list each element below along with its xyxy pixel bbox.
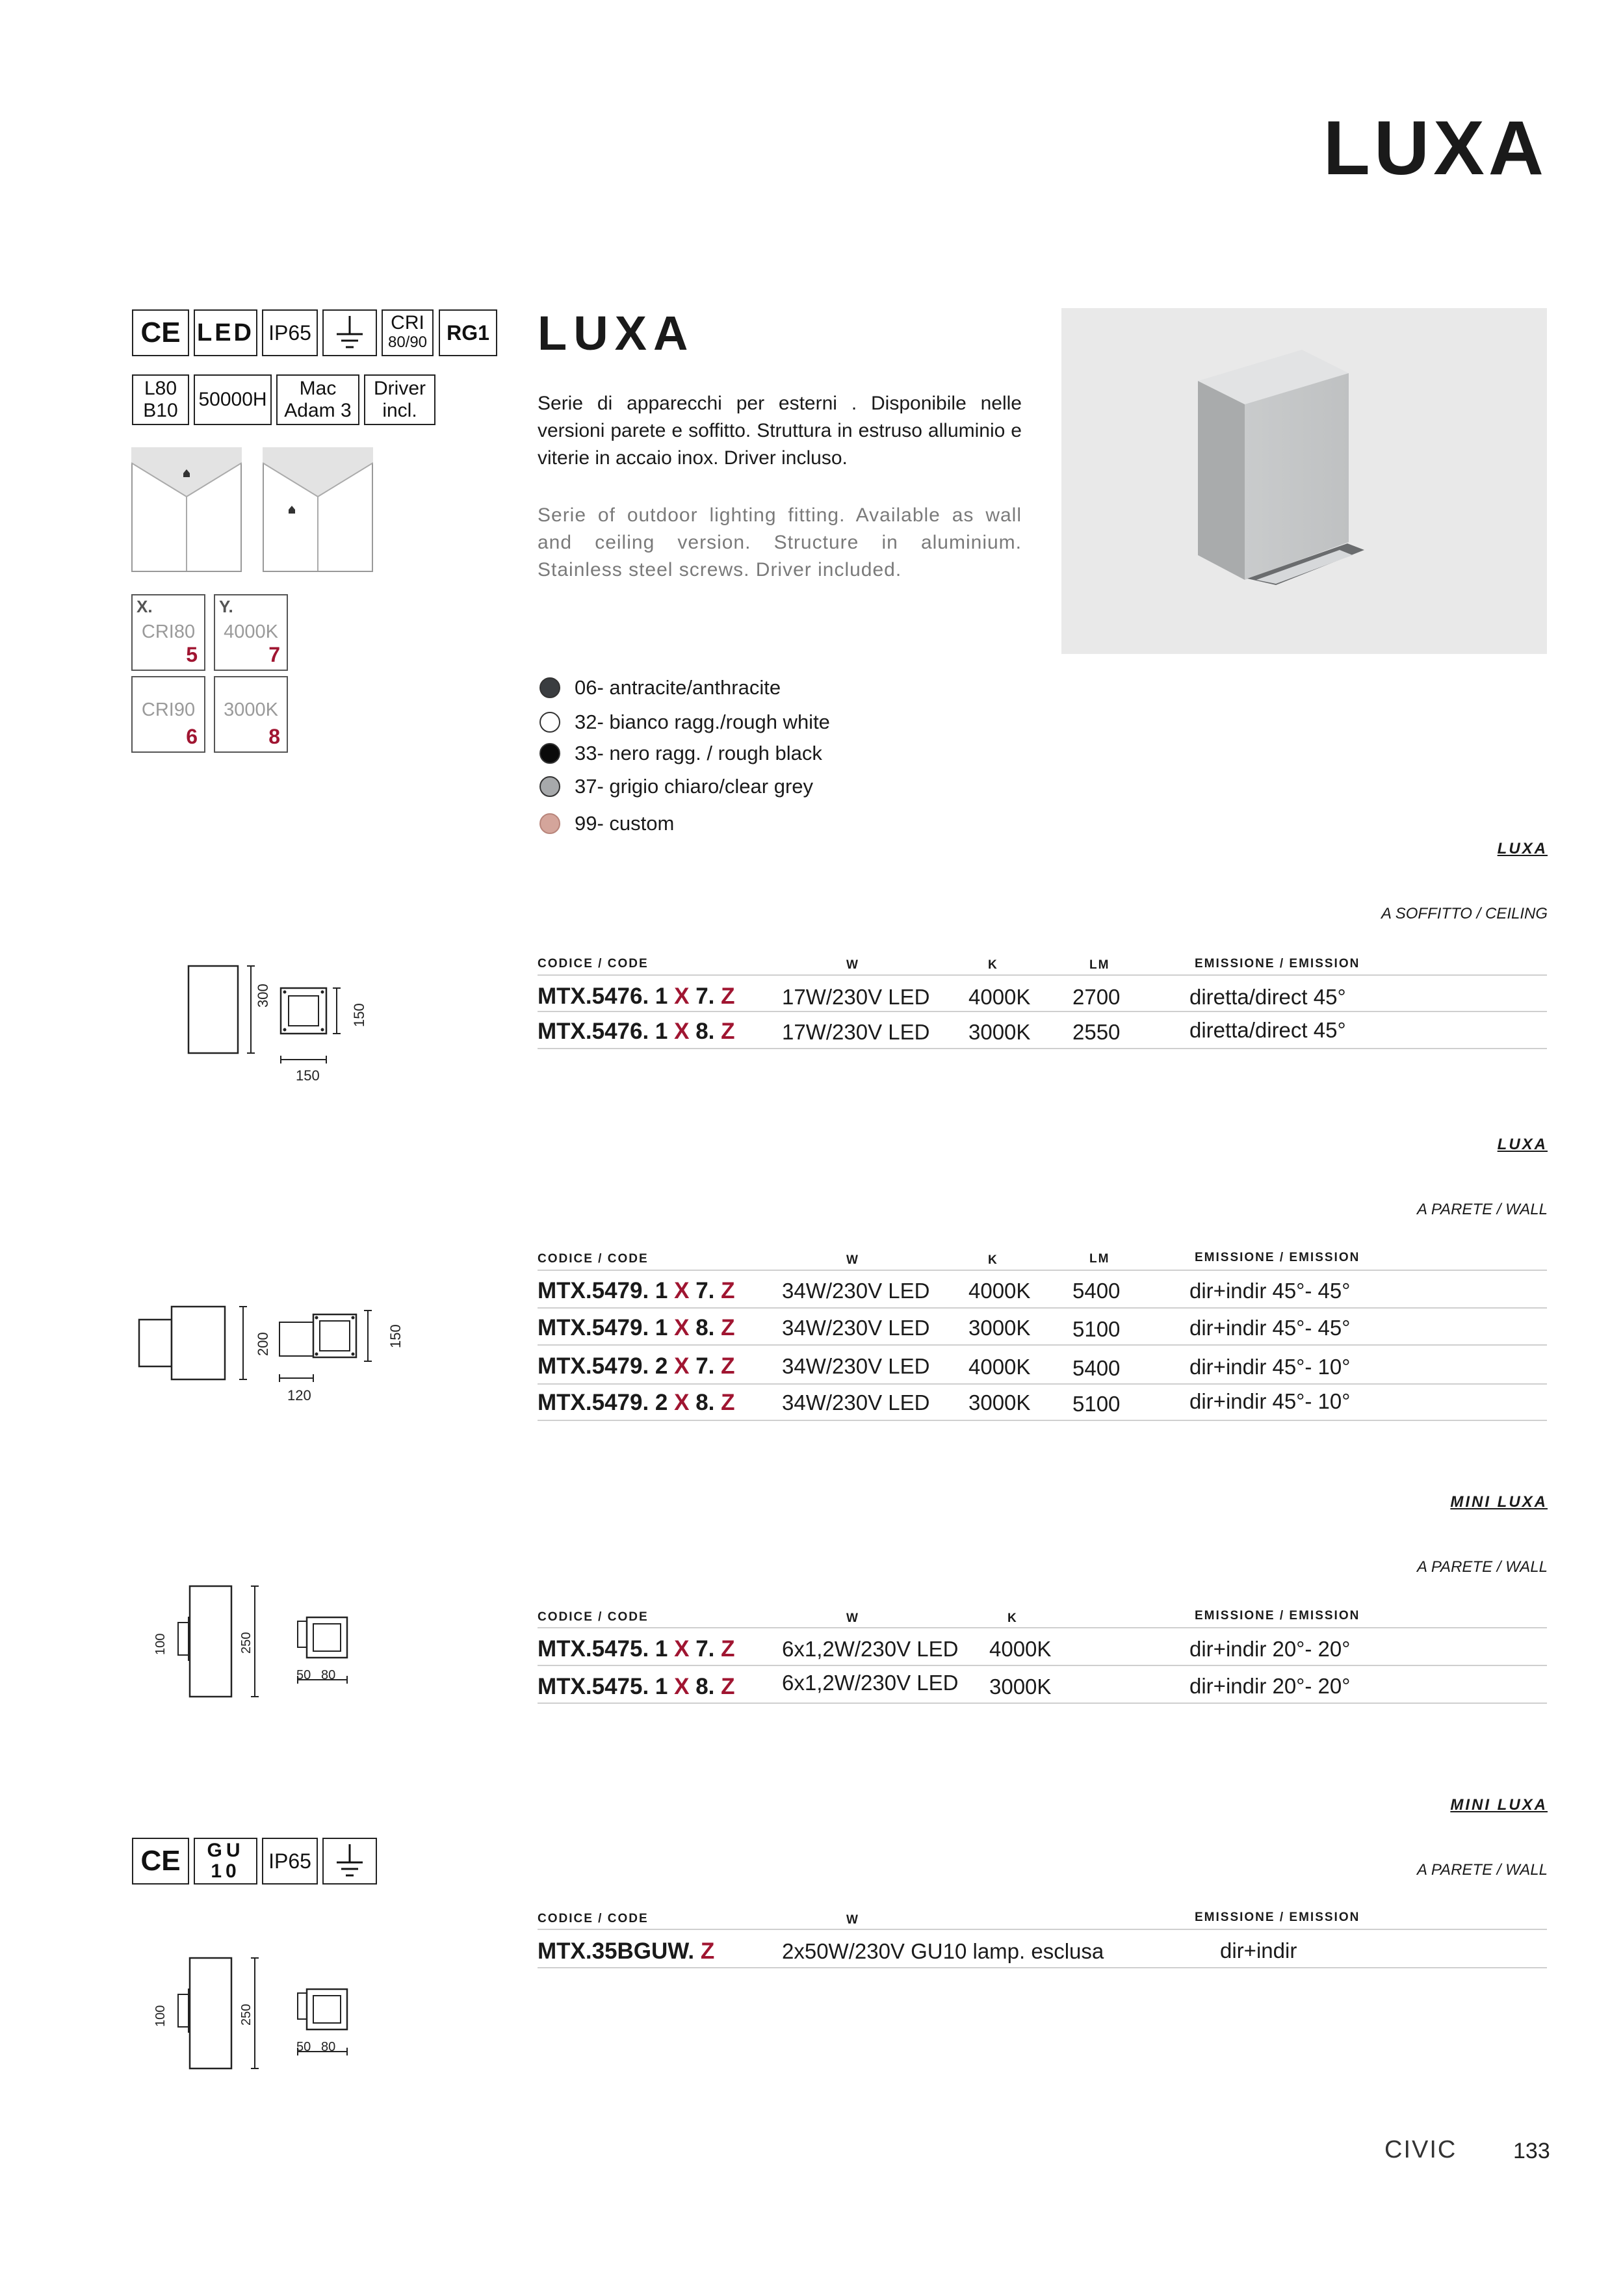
table-cell-w: 34W/230V LED [782,1390,930,1415]
section-4-header-code: CODICE / CODE [538,1912,649,1925]
divider [538,1929,1547,1930]
swatch-custom [539,813,560,834]
swatch-anthracite [539,677,560,698]
dimension-drawing-mini [153,1581,374,1701]
swatch-rough-white [539,712,560,733]
table-row-code: MTX.5479. 1 X 7. Z [538,1278,735,1303]
section-3-header-code: CODICE / CODE [538,1610,649,1624]
option-3000k: 3000K 8 [214,676,288,753]
table-cell-lm: 2550 [1072,1020,1121,1044]
table-row-code: MTX.5476. 1 X 7. Z [538,984,735,1009]
table-cell-w: 17W/230V LED [782,1020,930,1044]
table-cell-k: 4000K [968,1355,1031,1379]
table-cell-k: 3000K [968,1316,1031,1340]
dim-label: 100 [153,2005,168,2027]
section-2-name: LUXA [1497,1136,1548,1153]
divider [538,1665,1547,1666]
divider [538,974,1547,976]
table-row-code: MTX.5479. 2 X 7. Z [538,1353,735,1379]
color-option-anthracite: 06- antracite/anthracite [539,676,781,699]
dim-label: 100 [153,1633,168,1655]
ce-mark: CE [132,309,189,356]
section-4-mount: A PARETE / WALL [1417,1861,1548,1879]
section-4-header-emission: EMISSIONE / EMISSION [1195,1911,1360,1924]
table-cell-emission: diretta/direct 45° [1189,985,1346,1009]
dim-label: 150 [351,1003,367,1027]
dimension-drawing-gu10 [153,1953,374,2073]
driver-badge: Driver incl. [364,374,435,425]
table-cell-k: 4000K [989,1637,1052,1661]
dimension-drawing-ceiling [186,962,368,1095]
gu10-badge: GU 10 [194,1838,257,1885]
table-cell-k: 4000K [968,1279,1031,1303]
option-4000k: Y. 4000K 7 [214,594,288,671]
table-cell-k: 3000K [968,1390,1031,1415]
dim-label: 250 [239,1632,253,1654]
table-cell-lm: 5100 [1072,1392,1121,1416]
product-title: LUXA [538,306,695,360]
section-2-header-k: K [988,1253,998,1267]
swatch-rough-black [539,743,560,764]
led-badge: LED [194,309,257,356]
table-cell-lm: 2700 [1072,985,1121,1009]
table-cell-emission: dir+indir 20°- 20° [1189,1674,1351,1698]
table-cell-k: 3000K [989,1675,1052,1699]
page-title: LUXA [1323,105,1548,191]
dim-label: 150 [296,1067,320,1084]
color-option-rough-white: 32- bianco ragg./rough white [539,711,830,734]
divider [538,1344,1547,1346]
table-cell-emission: dir+indir 45°- 45° [1189,1316,1351,1340]
table-cell-emission: diretta/direct 45° [1189,1018,1346,1042]
macadam-badge: Mac Adam 3 [276,374,359,425]
divider [538,1270,1547,1271]
divider [538,1702,1547,1704]
table-cell-w: 34W/230V LED [782,1316,930,1340]
color-option-clear-grey: 37- grigio chiaro/clear grey [539,775,813,798]
table-row-code: MTX.5475. 1 X 7. Z [538,1636,735,1662]
brand-logo: CIVIC [1384,2136,1457,2163]
color-option-custom: 99- custom [539,812,674,835]
section-3-header-emission: EMISSIONE / EMISSION [1195,1609,1360,1623]
table-cell-k: 3000K [968,1020,1031,1044]
divider [538,1420,1547,1421]
table-cell-k: 4000K [968,985,1031,1009]
dim-label: 250 [239,2003,253,2026]
ceiling-distribution-diagram [131,447,242,575]
table-cell-w: 17W/230V LED [782,985,930,1009]
divider [538,1048,1547,1049]
divider [538,1383,1547,1385]
table-cell-w: 2x50W/230V GU10 lamp. esclusa [782,1939,1104,1963]
divider [538,1307,1547,1309]
page-number: 133 [1513,2139,1550,2163]
ip65-badge: IP65 [262,309,318,356]
dim-label: 150 [387,1324,404,1348]
l80-b10-badge: L80 B10 [132,374,189,425]
table-cell-lm: 5400 [1072,1356,1121,1380]
section-3-header-w: W [846,1611,859,1625]
section-2-mount: A PARETE / WALL [1417,1201,1548,1218]
section-2-header-code: CODICE / CODE [538,1252,649,1266]
dim-label: 50 [296,2040,311,2054]
divider [538,1967,1547,1968]
divider [538,1011,1547,1012]
table-cell-lm: 5100 [1072,1317,1121,1341]
table-cell-emission: dir+indir 20°- 20° [1189,1637,1351,1661]
table-cell-w: 6x1,2W/230V LED [782,1637,959,1661]
section-1-header-w: W [846,958,859,972]
table-cell-emission: dir+indir [1220,1938,1297,1963]
table-cell-w: 6x1,2W/230V LED [782,1671,959,1695]
ground-icon [322,1838,377,1885]
dim-label: 80 [321,1668,336,1682]
section-1-header-k: K [988,958,998,972]
table-row-code: MTX.5479. 2 X 8. Z [538,1390,735,1415]
table-row-code: MTX.5479. 1 X 8. Z [538,1315,735,1340]
description-italian: Serie di apparecchi per esterni . Disponibile nelle versioni parete e soffitto. Struttura in estruso alluminio e viterie in accaio inox. Driver incluso. [538,393,1022,469]
option-cri80: X. CRI80 5 [131,594,205,671]
color-option-rough-black: 33- nero ragg. / rough black [539,742,822,765]
divider [538,1627,1547,1628]
table-cell-lm: 5400 [1072,1279,1121,1303]
section-1-header-lm: LM [1089,958,1110,972]
section-1-mount: A SOFFITTO / CEILING [1381,905,1548,922]
section-4-name: MINI LUXA [1450,1796,1548,1814]
table-row-code: MTX.5476. 1 X 8. Z [538,1019,735,1044]
dim-label: 120 [287,1387,311,1403]
table-cell-w: 34W/230V LED [782,1279,930,1303]
product-photo [1061,308,1547,654]
section-2-header-lm: LM [1089,1252,1110,1266]
section-3-mount: A PARETE / WALL [1417,1558,1548,1576]
hours-badge: 50000H [194,374,272,425]
swatch-clear-grey [539,776,560,797]
description-english: Serie of outdoor lighting fitting. Available as wall and ceiling version. Structure in aluminium. Stainless steel screws. Driver included. [538,504,1022,581]
wall-distribution-diagram [263,447,373,575]
section-1-header-emission: EMISSIONE / EMISSION [1195,957,1360,971]
ip65-badge: IP65 [262,1838,318,1885]
ground-icon [322,309,377,356]
dim-label: 300 [255,984,271,1008]
table-cell-emission: dir+indir 45°- 10° [1189,1355,1351,1379]
dim-label: 50 [296,1668,311,1682]
section-1-header-code: CODICE / CODE [538,957,649,971]
option-cri90: CRI90 6 [131,676,205,753]
section-2-header-w: W [846,1253,859,1267]
section-3-name: MINI LUXA [1450,1493,1548,1511]
section-2-header-emission: EMISSIONE / EMISSION [1195,1251,1360,1264]
dimension-drawing-wall [136,1300,409,1414]
dim-label: 200 [255,1332,271,1356]
table-row-code: MTX.5475. 1 X 8. Z [538,1674,735,1699]
section-3-header-k: K [1007,1611,1018,1625]
rg1-badge: RG1 [439,309,497,356]
table-cell-emission: dir+indir 45°- 10° [1189,1389,1351,1413]
table-cell-emission: dir+indir 45°- 45° [1189,1279,1351,1303]
table-cell-w: 34W/230V LED [782,1354,930,1378]
section-1-name: LUXA [1497,840,1548,857]
dim-label: 80 [321,2040,336,2054]
cri-badge: CRI 80/90 [382,309,434,356]
table-row-code: MTX.35BGUW. Z [538,1938,715,1964]
section-4-header-w: W [846,1913,859,1927]
ce-mark: CE [132,1838,189,1885]
